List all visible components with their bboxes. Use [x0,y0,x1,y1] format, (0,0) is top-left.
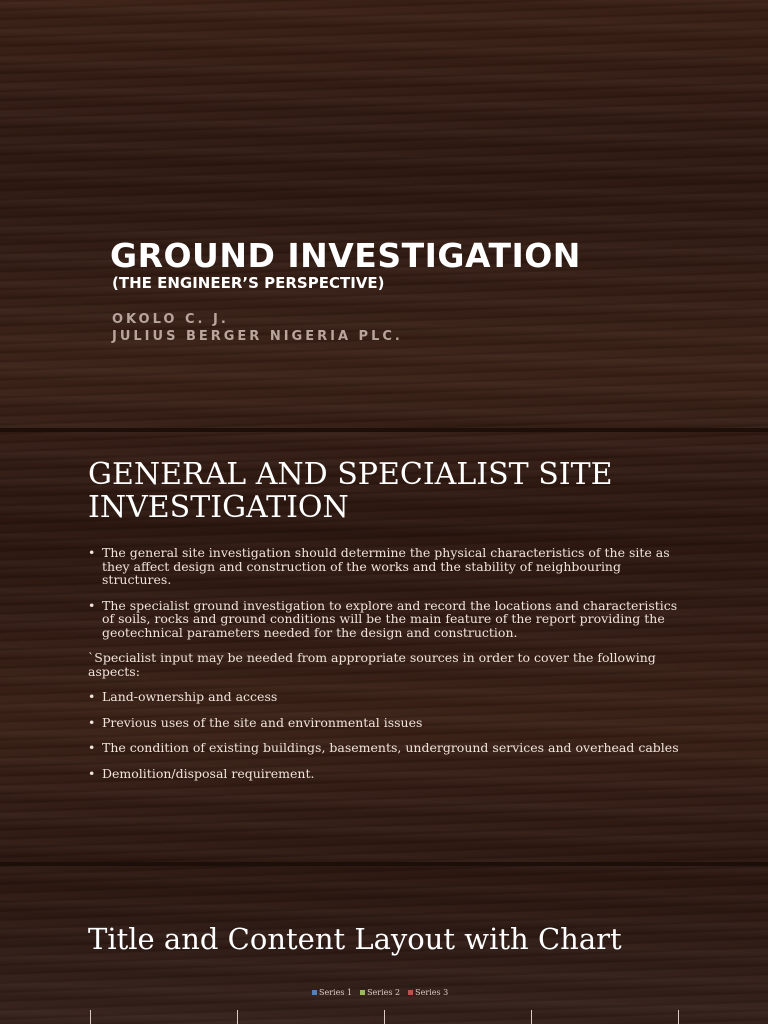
slide-heading: Title and Content Layout with Chart [88,922,622,956]
list-item-text: The condition of existing buildings, basements, underground services and overhead cables [102,740,679,755]
bullet-icon: • [88,714,96,730]
author-name: OKOLO C. J. [112,312,229,327]
legend-label: Series 1 [319,988,353,997]
legend-label: Series 3 [415,988,449,997]
author-block [112,311,403,345]
list-item [88,546,688,587]
presentation-subtitle: (THE ENGINEER’S PERSPECTIVE) [112,274,385,292]
bullet-icon: • [88,545,96,560]
chart-plot-area [0,866,768,1024]
list-item [88,599,688,640]
bullet-icon: • [88,597,96,613]
slide-content [0,432,768,862]
slide-heading: GENERAL AND SPECIALIST SITE INVESTIGATION [88,457,613,525]
list-item [88,690,688,704]
legend-label: Series 2 [367,988,401,997]
slide-chart [0,866,768,1024]
bullet-icon: • [88,765,96,781]
list-item [88,741,688,755]
bullet-icon: • [88,740,96,755]
list-item [88,767,688,781]
list-item-text: The specialist ground investigation to explore and record the locations and characteristics of soils, rocks and ground conditions will be the main feature of the report providing the geotechnical parameters needed for the design and construction. [102,597,678,640]
slide-body [88,546,688,792]
list-item-text: Demolition/disposal requirement. [102,765,315,781]
list-item-text: The general site investigation should determine the physical characteristics of the site as they affect design and construction of the works and the stability of neighbouring structures. [102,545,670,587]
body-paragraph: `Specialist input may be needed from appropriate sources in order to cover the following aspects: [88,650,656,679]
slide-title [0,0,768,428]
list-item-text: Land-ownership and access [102,689,278,704]
list-item-text: Previous uses of the site and environmental issues [102,714,423,730]
bullet-icon: • [88,689,96,704]
author-company: JULIUS BERGER NIGERIA PLC. [112,329,403,344]
list-item [88,716,688,730]
presentation-title: GROUND INVESTIGATION [110,236,581,275]
